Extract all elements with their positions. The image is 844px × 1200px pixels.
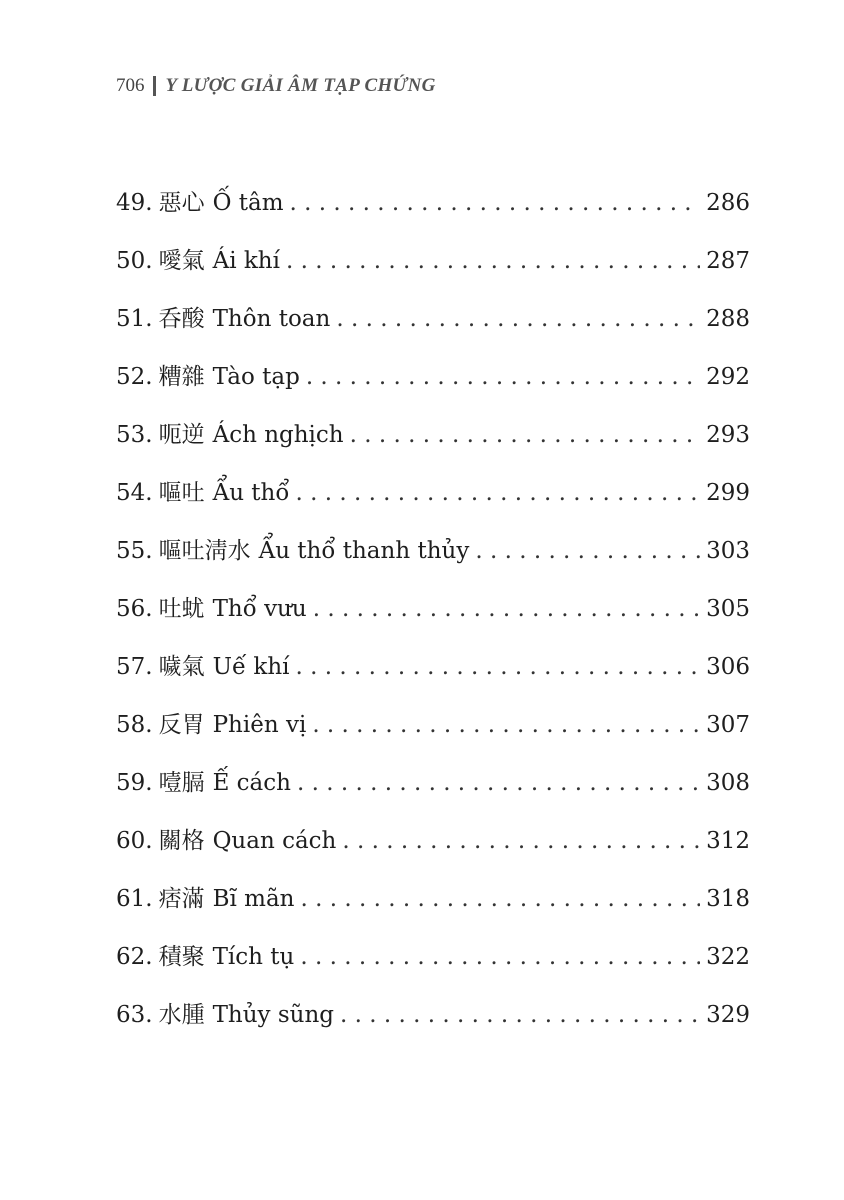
toc-entry[interactable] <box>116 996 750 1054</box>
toc-entry[interactable] <box>116 880 750 938</box>
entry-number: 51. <box>116 306 153 332</box>
entry-number: 52. <box>116 364 153 390</box>
entry-han-title: 水腫 <box>158 1002 205 1028</box>
entry-viet-title: Tích tụ <box>212 944 295 970</box>
entry-page-number: 293 <box>706 422 750 448</box>
running-title: Y LƯỢC GIẢI ÂM TẠP CHỨNG <box>165 75 436 96</box>
toc-entry[interactable] <box>116 590 750 648</box>
entry-number: 53. <box>116 422 153 448</box>
entry-viet-title: Ẩu thổ <box>212 480 290 506</box>
entry-page-number: 286 <box>706 190 750 216</box>
dot-leader <box>300 944 700 970</box>
entry-page-number: 303 <box>706 538 750 564</box>
dot-leader <box>295 480 700 506</box>
page-number: 706 <box>116 75 145 96</box>
entry-number: 60. <box>116 828 153 854</box>
entry-viet-title: Thổ vưu <box>212 596 307 622</box>
entry-han-title: 呃逆 <box>158 422 205 448</box>
entry-page-number: 329 <box>706 1002 750 1028</box>
entry-number: 50. <box>116 248 153 274</box>
entry-han-title: 積聚 <box>158 944 205 970</box>
entry-han-title: 吐蚘 <box>158 596 205 622</box>
dot-leader <box>297 770 700 796</box>
entry-viet-title: Bĩ mãn <box>212 886 295 912</box>
entry-viet-title: Ẩu thổ thanh thủy <box>258 538 470 564</box>
entry-page-number: 288 <box>706 306 750 332</box>
entry-number: 58. <box>116 712 153 738</box>
entry-viet-title: Phiên vị <box>212 712 307 738</box>
dot-leader <box>350 422 701 448</box>
entry-han-title: 噎膈 <box>158 770 205 796</box>
entry-number: 56. <box>116 596 153 622</box>
table-of-contents <box>116 184 750 1054</box>
entry-page-number: 287 <box>706 248 750 274</box>
entry-viet-title: Quan cách <box>212 828 337 854</box>
toc-entry[interactable] <box>116 764 750 822</box>
entry-number: 54. <box>116 480 153 506</box>
dot-leader <box>342 828 700 854</box>
entry-number: 62. <box>116 944 153 970</box>
entry-page-number: 299 <box>706 480 750 506</box>
entry-han-title: 嘔吐淸水 <box>158 538 251 564</box>
entry-han-title: 糟雜 <box>158 364 205 390</box>
dot-leader <box>286 248 700 274</box>
entry-han-title: 呑酸 <box>158 306 205 332</box>
dot-leader <box>290 190 701 216</box>
toc-entry[interactable] <box>116 416 750 474</box>
entry-han-title: 嘔吐 <box>158 480 205 506</box>
toc-entry[interactable] <box>116 184 750 242</box>
dot-leader <box>312 712 700 738</box>
entry-number: 63. <box>116 1002 153 1028</box>
entry-page-number: 318 <box>706 886 750 912</box>
header-divider <box>153 76 156 96</box>
page-header <box>116 70 436 102</box>
entry-page-number: 305 <box>706 596 750 622</box>
entry-page-number: 307 <box>706 712 750 738</box>
entry-han-title: 痞滿 <box>158 886 205 912</box>
dot-leader <box>313 596 700 622</box>
entry-number: 49. <box>116 190 153 216</box>
entry-viet-title: Thủy sũng <box>212 1002 335 1028</box>
entry-viet-title: Ách nghịch <box>212 422 344 448</box>
toc-entry[interactable] <box>116 300 750 358</box>
entry-han-title: 反胃 <box>158 712 205 738</box>
toc-entry[interactable] <box>116 938 750 996</box>
entry-number: 57. <box>116 654 153 680</box>
entry-viet-title: Uế khí <box>212 654 290 680</box>
toc-entry[interactable] <box>116 706 750 764</box>
toc-entry[interactable] <box>116 532 750 590</box>
entry-number: 59. <box>116 770 153 796</box>
entry-page-number: 292 <box>706 364 750 390</box>
toc-entry[interactable] <box>116 474 750 532</box>
dot-leader <box>475 538 700 564</box>
entry-han-title: 噯氣 <box>158 248 205 274</box>
dot-leader <box>296 654 701 680</box>
toc-entry[interactable] <box>116 358 750 416</box>
dot-leader <box>336 306 700 332</box>
toc-entry[interactable] <box>116 648 750 706</box>
entry-page-number: 308 <box>706 770 750 796</box>
entry-han-title: 關格 <box>158 828 205 854</box>
entry-han-title: 噦氣 <box>158 654 205 680</box>
entry-viet-title: Ái khí <box>212 248 280 274</box>
entry-viet-title: Ế cách <box>212 770 291 796</box>
entry-viet-title: Ố tâm <box>212 190 284 216</box>
entry-han-title: 惡心 <box>158 190 205 216</box>
toc-entry[interactable] <box>116 242 750 300</box>
entry-number: 55. <box>116 538 153 564</box>
entry-number: 61. <box>116 886 153 912</box>
entry-viet-title: Tào tạp <box>212 364 300 390</box>
entry-page-number: 312 <box>706 828 750 854</box>
dot-leader <box>306 364 700 390</box>
entry-viet-title: Thôn toan <box>212 306 331 332</box>
dot-leader <box>300 886 700 912</box>
entry-page-number: 322 <box>706 944 750 970</box>
toc-entry[interactable] <box>116 822 750 880</box>
dot-leader <box>340 1002 700 1028</box>
entry-page-number: 306 <box>706 654 750 680</box>
